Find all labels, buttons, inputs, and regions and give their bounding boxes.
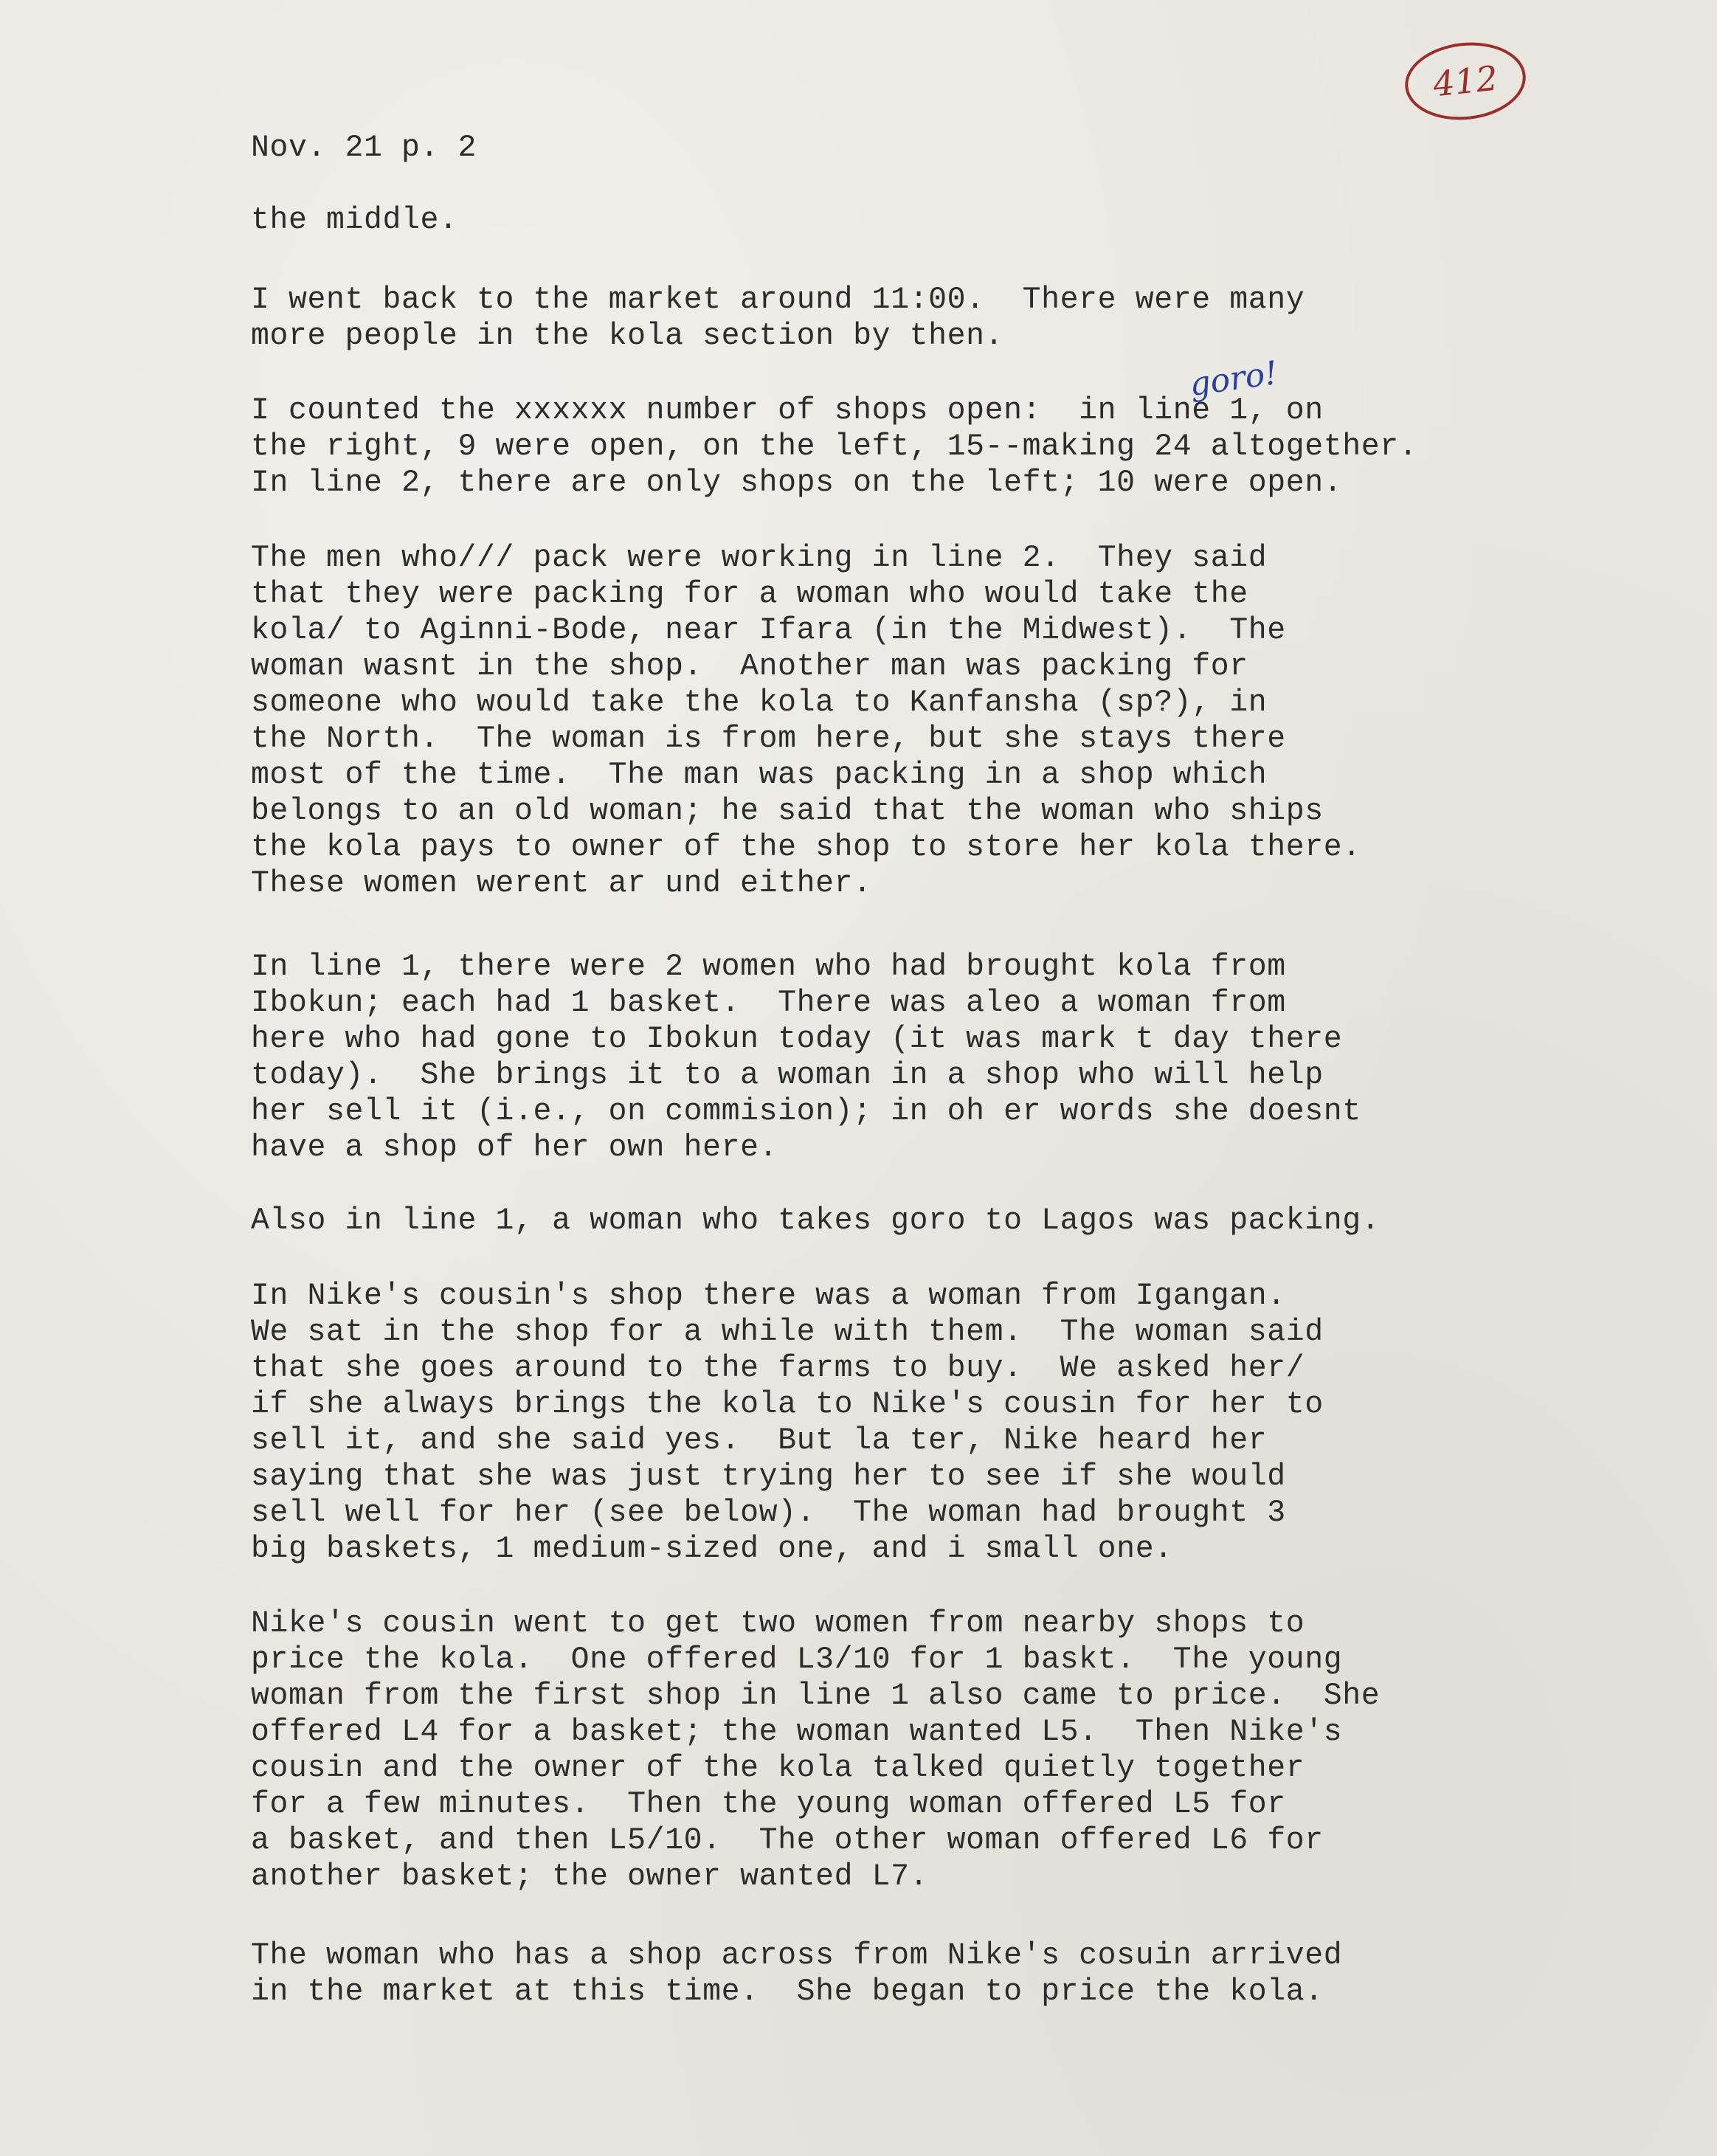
paragraph-9: The woman who has a shop across from Nike's cosuin arrived in the market at this time. She began to price the kola. [251, 1938, 1343, 2009]
paragraph-7: In Nike's cousin's shop there was a woman from Igangan. We sat in the shop for a while with them. The woman said that she goes around to the farms to buy. We asked her/ if she always brings the kola to Nike's cousin for her to sell it, and she said yes. But la ter, Nike heard her saying that she was just trying her to see if she would sell well for her (see below). The woman had brought 3 big baskets, 1 medium-sized one, and i small one. [251, 1279, 1324, 1566]
paragraph-2: I went back to the market around 11:00. There were many more people in the kola section by then. [251, 283, 1305, 353]
paragraph-3: I counted the xxxxxx number of shops open: in line 1, on the right, 9 were open, on the left, 15--making 24 altogether. In line 2, there are only shops on the left; 10 were open. [251, 393, 1418, 500]
paragraph-5: In line 1, there were 2 women who had brought kola from Ibokun; each had 1 basket. There was aleo a woman from here who had gone to Ibokun today (it was mark t day there today). She brings it to a woman in a shop who will help her sell it (i.e., on commision); in oh er words she doesnt have a shop of her own here. [251, 950, 1361, 1165]
paragraph-8: Nike's cousin went to get two women from nearby shops to price the kola. One offered L3/10 for 1 baskt. The young woman from the first shop in line 1 also came to price. She offered L4 for a basket; the woman wanted L5. Then Nike's cousin and the owner of the kola talked quietly together for a few minutes. Then the young woman offered L5 for a basket, and then L5/10. The other woman offered L6 for another basket; the owner wanted L7. [251, 1606, 1381, 1894]
page-heading: Nov. 21 p. 2 [251, 131, 477, 165]
paragraph-6: Also in line 1, a woman who takes goro to Lagos was packing. [251, 1203, 1381, 1238]
paragraph-4: The men who/// pack were working in line 2. They said that they were packing for a woman who would take the kola/ to Aginni-Bode, near Ifara (in the Midwest). The woman wasnt in the shop. Another man was packing for someone who would take the kola to Kanfansha (sp?), in the North. The woman is from here, but she stays there most of the time. The man was packing in a shop which belongs to an old woman; he said that the woman who ships the kola pays to owner of the shop to store her kola there. These women werent ar und either. [251, 541, 1361, 901]
page-number-stamp: 412 [1401, 37, 1530, 126]
paragraph-1: the middle. [251, 203, 458, 238]
handwritten-annotation: goro! [1187, 353, 1280, 404]
